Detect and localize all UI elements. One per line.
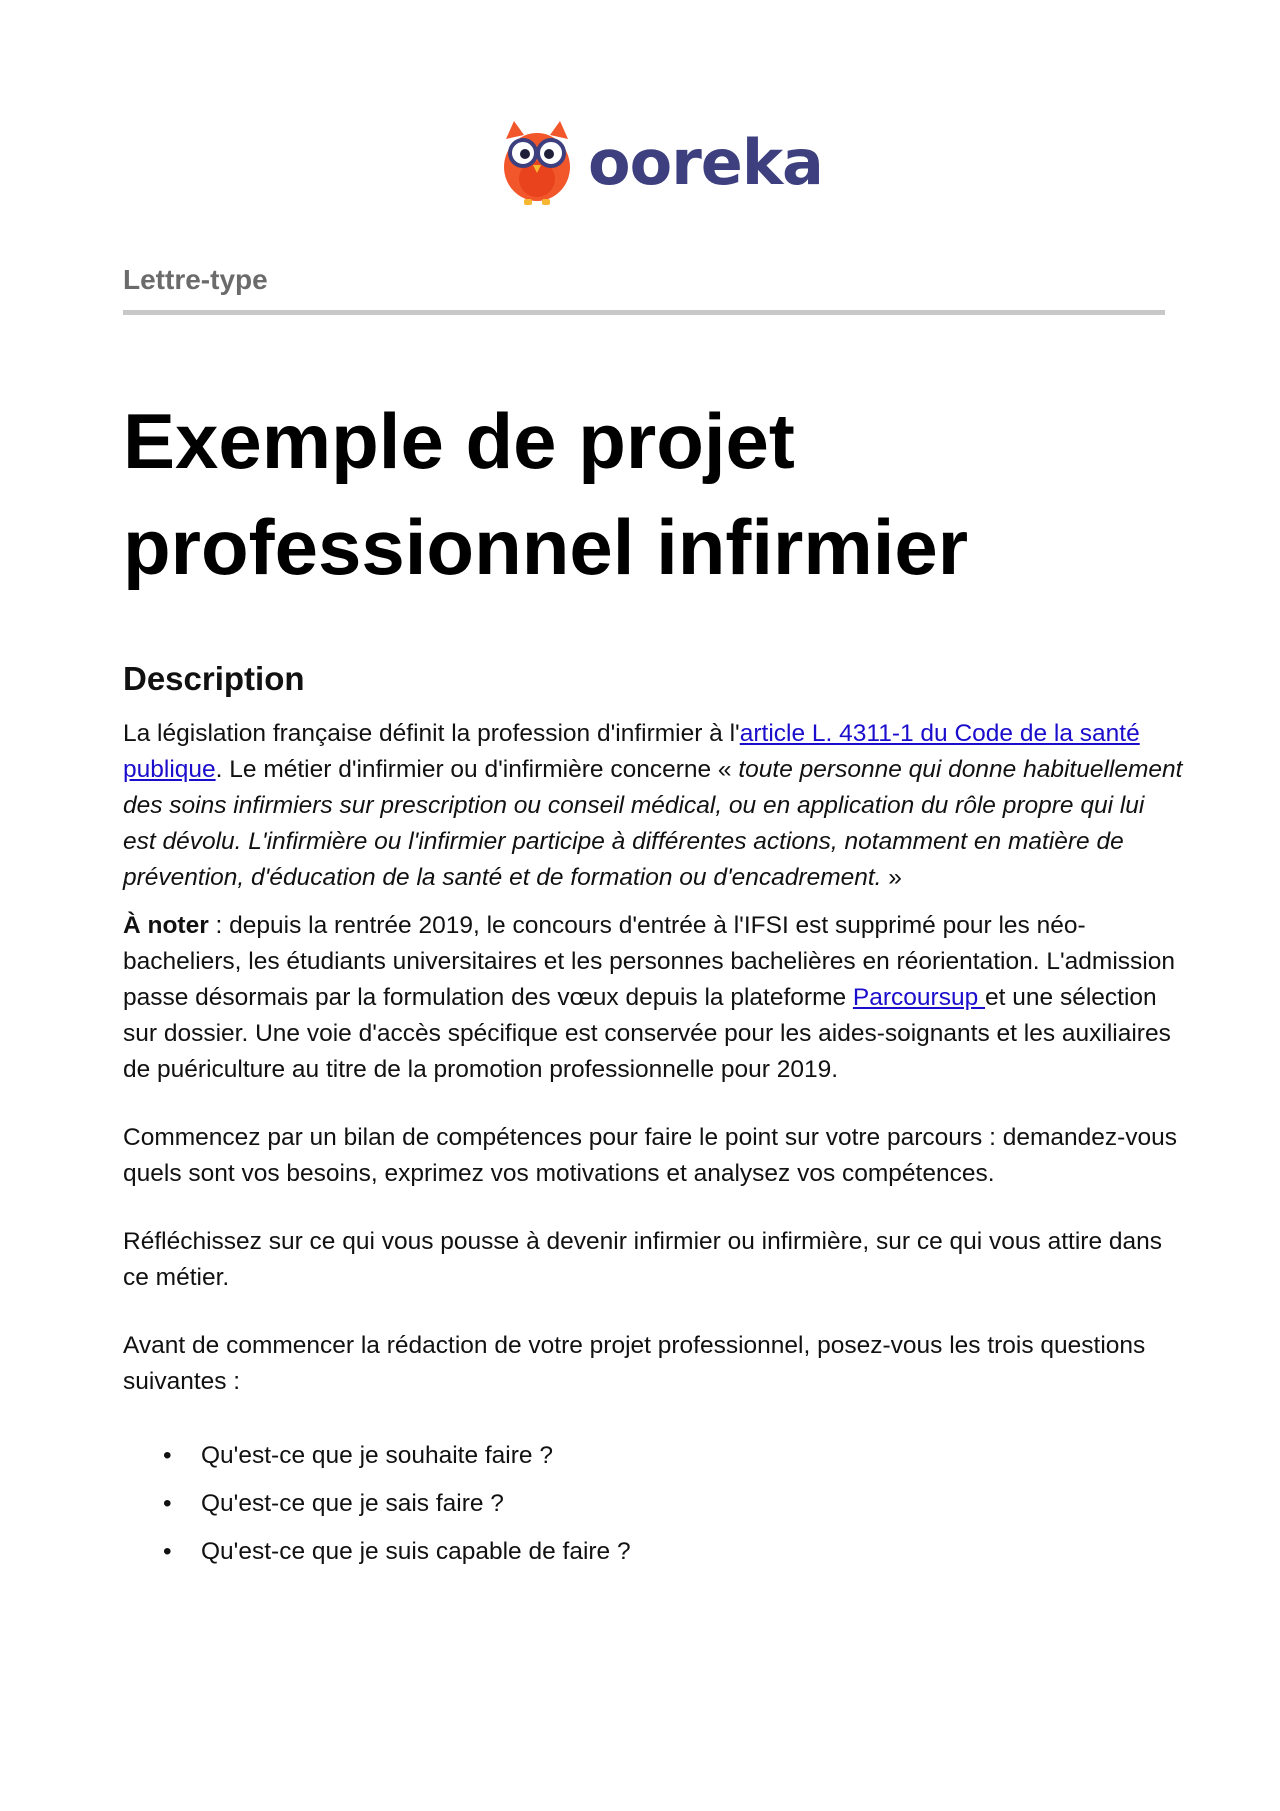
questions-list: [123, 1432, 1183, 1576]
paragraph-note: [123, 908, 1183, 1088]
note-label: À noter: [123, 912, 209, 939]
owl-mascot-icon: [500, 121, 574, 205]
list-item: [123, 1432, 1183, 1480]
paragraph-bilan: Commencez par un bilan de compétences pour faire le point sur votre parcours : demandez-vous quels sont vos besoins, exprimez vos motivations et analysez vos compétences.: [123, 1124, 1178, 1187]
paragraph-questions-intro: Avant de commencer la rédaction de votre projet professionnel, posez-vous les trois questions suivantes :: [123, 1332, 1146, 1395]
description-heading: Description: [123, 660, 305, 697]
list-item: [123, 1528, 1183, 1576]
page-title: Exemple de projet professionnel infirmier: [123, 397, 969, 591]
legal-quote: toute personne qui donne habituellement des soins infirmiers sur prescription ou conseil médical, ou en application du rôle propre qui lui est dévolu. L'infirmière ou l'infirmier participe à différentes actions, notamment en matière de prévention, d'éducation de la santé et de formation ou d'encadrement.: [123, 756, 1183, 891]
list-item-text: Qu'est-ce que je suis capable de faire ?: [201, 1538, 631, 1565]
paragraph-motivation: Réfléchissez sur ce qui vous pousse à devenir infirmier ou infirmière, sur ce qui vous attire dans ce métier.: [123, 1228, 1163, 1291]
paragraph-text: La législation française définit la profession d'infirmier à l': [123, 720, 740, 747]
list-item: [123, 1480, 1183, 1528]
paragraph-text: et une sélection sur dossier. Une voie d'accès spécifique est conservée pour les aides-soignants et les auxiliaires de puériculture au titre de la promotion professionnelle pour 2019.: [123, 984, 1171, 1083]
list-item-text: Qu'est-ce que je sais faire ?: [201, 1490, 504, 1517]
bullet-icon: •: [163, 1538, 172, 1565]
bullet-icon: •: [163, 1442, 172, 1469]
parcoursup-link[interactable]: Parcoursup: [852, 984, 986, 1011]
document-type-label: Lettre-type: [123, 264, 268, 295]
bullet-icon: •: [163, 1490, 172, 1517]
list-item-text: Qu'est-ce que je souhaite faire ?: [201, 1442, 553, 1469]
logo-wordmark: ooreka: [588, 126, 823, 199]
quote-closing: »: [881, 864, 902, 891]
code-sante-publique-link[interactable]: article L. 4311-1 du Code de la santé publique: [123, 720, 1140, 783]
header-divider: [123, 310, 1165, 315]
paragraph-text: : depuis la rentrée 2019, le concours d'entrée à l'IFSI est supprimé pour les néo-bacheliers, les étudiants universitaires et les personnes bachelières en réorientation. L'admission passe désormais par la formulation des vœux depuis la plateforme: [123, 912, 1175, 1011]
ooreka-logo[interactable]: [500, 118, 823, 208]
description-body: [123, 716, 1183, 1576]
paragraph-definition: [123, 716, 1183, 896]
paragraph-text: . Le métier d'infirmier ou d'infirmière concerne «: [215, 756, 739, 783]
